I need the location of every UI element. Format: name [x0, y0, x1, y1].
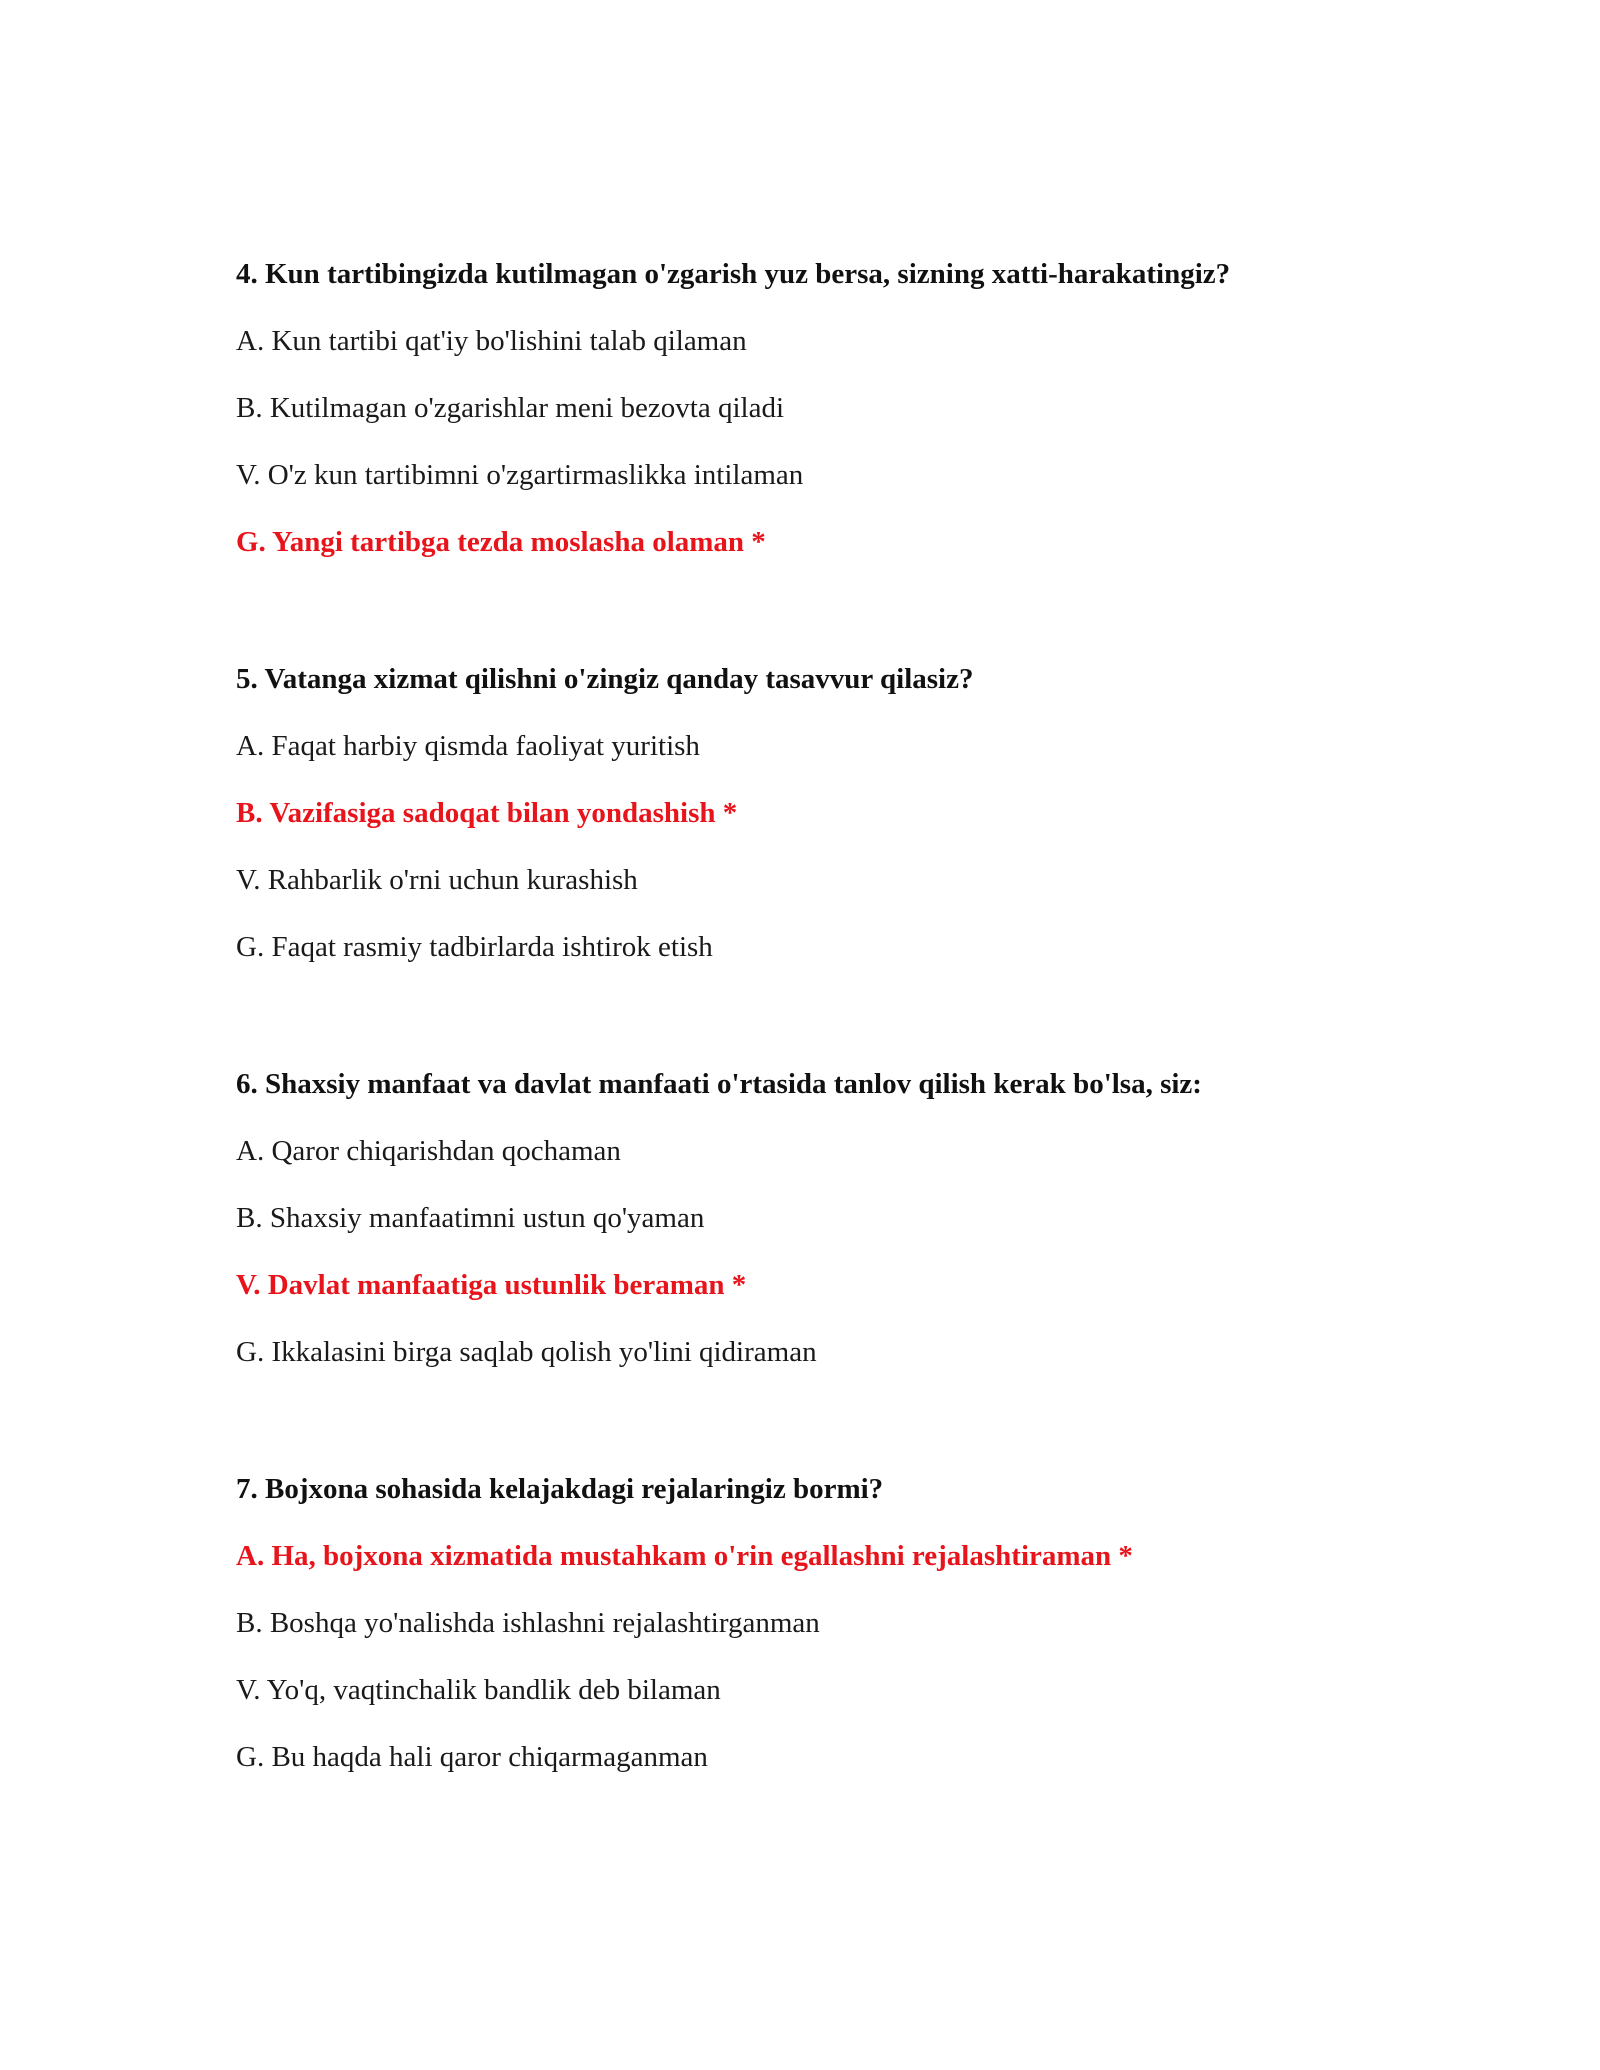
answer-option-a: A. Faqat harbiy qismda faoliyat yuritish [236, 730, 700, 762]
question-text: 7. Bojxona sohasida kelajakdagi rejalaringiz bormi? [236, 1473, 884, 1505]
answer-option-a: A. Kun tartibi qat'iy bo'lishini talab qilaman [236, 325, 747, 357]
question-text: 6. Shaxsiy manfaat va davlat manfaati o'rtasida tanlov qilish kerak bo'lsa, siz: [236, 1068, 1202, 1100]
answer-option-a: A. Qaror chiqarishdan qochaman [236, 1135, 621, 1167]
question-text: 5. Vatanga xizmat qilishni o'zingiz qanday tasavvur qilasiz? [236, 663, 974, 695]
correct-answer-option-v: V. Davlat manfaatiga ustunlik beraman * [236, 1269, 747, 1301]
answer-option-b: B. Boshqa yo'nalishda ishlashni rejalashtirganman [236, 1607, 820, 1639]
correct-answer-option-b: B. Vazifasiga sadoqat bilan yondashish * [236, 797, 738, 829]
answer-option-b: B. Kutilmagan o'zgarishlar meni bezovta qiladi [236, 392, 785, 424]
answer-option-b: B. Shaxsiy manfaatimni ustun qo'yaman [236, 1202, 705, 1234]
answer-option-v: V. O'z kun tartibimni o'zgartirmaslikka intilaman [236, 459, 804, 491]
correct-answer-option-a: A. Ha, bojxona xizmatida mustahkam o'rin egallashni rejalashtiraman * [236, 1540, 1133, 1572]
question-text: 4. Kun tartibingizda kutilmagan o'zgarish yuz bersa, sizning xatti-harakatingiz? [236, 258, 1231, 290]
correct-answer-option-g: G. Yangi tartibga tezda moslasha olaman * [236, 526, 766, 558]
answer-option-g: G. Ikkalasini birga saqlab qolish yo'lini qidiraman [236, 1336, 817, 1368]
answer-option-g: G. Bu haqda hali qaror chiqarmaganman [236, 1741, 708, 1773]
answer-option-g: G. Faqat rasmiy tadbirlarda ishtirok etish [236, 931, 713, 963]
answer-option-v: V. Rahbarlik o'rni uchun kurashish [236, 864, 638, 896]
answer-option-v: V. Yo'q, vaqtinchalik bandlik deb bilaman [236, 1674, 721, 1706]
